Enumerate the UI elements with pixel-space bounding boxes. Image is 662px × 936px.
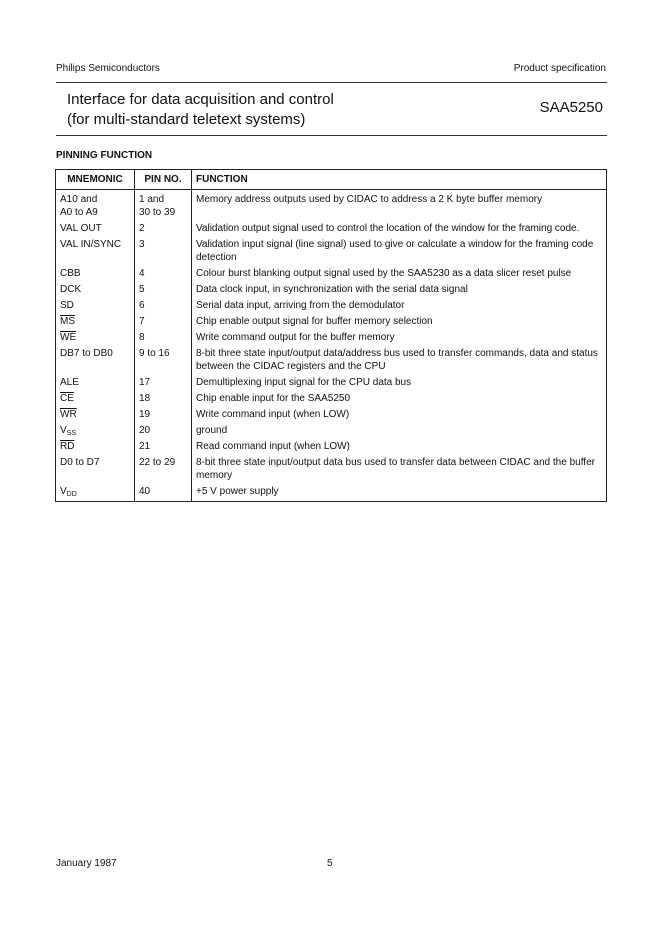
pin-30-39: 30 to 39 bbox=[139, 207, 176, 218]
header-rule-bottom bbox=[56, 135, 607, 136]
pin-cell: 20 bbox=[135, 423, 192, 439]
pin-cell: 17 bbox=[135, 375, 192, 391]
mnemonic-rd-overline: $\overline{RD}$ bbox=[60, 441, 75, 452]
column-header-function: FUNCTION bbox=[192, 170, 607, 190]
function-cell: Demultiplexing input signal for the CPU data bus bbox=[192, 375, 607, 391]
pin-cell: 4 bbox=[135, 266, 192, 282]
table-row bbox=[56, 439, 607, 455]
mnemonic-cell: DCK bbox=[56, 282, 135, 298]
function-cell: Write command input (when LOW) bbox=[192, 407, 607, 423]
mnemonic-cell: VAL OUT bbox=[56, 221, 135, 237]
pin-cell bbox=[135, 190, 192, 222]
function-cell: Validation input signal (line signal) used to give or calculate a window for the framing code detection bbox=[192, 237, 607, 266]
function-cell: Colour burst blanking output signal used by the SAA5230 as a data slicer reset pulse bbox=[192, 266, 607, 282]
pin-1: 1 and bbox=[139, 194, 165, 205]
pinning-table bbox=[55, 169, 607, 502]
page-number: 5 bbox=[327, 858, 333, 869]
function-cell: Chip enable input for the SAA5250 bbox=[192, 391, 607, 407]
table-row bbox=[56, 391, 607, 407]
table-row bbox=[56, 375, 607, 391]
table-row bbox=[56, 407, 607, 423]
table-row bbox=[56, 346, 607, 375]
mnemonic-ms-overline: $\overline{MS}$ bbox=[60, 316, 75, 327]
table-row bbox=[56, 190, 607, 222]
mnemonic-vdd-subscript: DD bbox=[66, 491, 77, 498]
pin-cell: 6 bbox=[135, 298, 192, 314]
function-cell: ground bbox=[192, 423, 607, 439]
mnemonic-vdd: V bbox=[60, 486, 67, 497]
column-header-pin: PIN NO. bbox=[135, 170, 192, 190]
company-name: Philips Semiconductors bbox=[56, 63, 160, 74]
part-number: SAA5250 bbox=[539, 99, 603, 116]
table-row bbox=[56, 423, 607, 439]
pin-cell: 5 bbox=[135, 282, 192, 298]
function-cell: Chip enable output signal for buffer memory selection bbox=[192, 314, 607, 330]
mnemonic-cell: CBB bbox=[56, 266, 135, 282]
pin-cell: 22 to 29 bbox=[135, 455, 192, 484]
mnemonic-cell bbox=[56, 314, 135, 330]
pin-cell: 3 bbox=[135, 237, 192, 266]
document-title bbox=[67, 90, 467, 130]
table-row bbox=[56, 330, 607, 346]
footer-date: January 1987 bbox=[56, 858, 117, 869]
column-header-mnemonic: MNEMONIC bbox=[56, 170, 135, 190]
function-cell: Data clock input, in synchronization with the serial data signal bbox=[192, 282, 607, 298]
mnemonic-wr-overline: $\overline{WR}$ bbox=[60, 409, 77, 420]
mnemonic-cell bbox=[56, 407, 135, 423]
function-cell: Memory address outputs used by CIDAC to address a 2 K byte buffer memory bbox=[192, 190, 607, 222]
function-cell: 8-bit three state input/output data/address bus used to transfer commands, data and status between the CIDAC registers and the CPU bbox=[192, 346, 607, 375]
mnemonic-cell: SD bbox=[56, 298, 135, 314]
pin-cell: 7 bbox=[135, 314, 192, 330]
table-row bbox=[56, 298, 607, 314]
table-row bbox=[56, 266, 607, 282]
mnemonic-ce-overline: $\overline{CE}$ bbox=[60, 393, 74, 404]
function-cell: +5 V power supply bbox=[192, 484, 607, 502]
pin-cell: 19 bbox=[135, 407, 192, 423]
mnemonic-cell bbox=[56, 439, 135, 455]
pin-cell: 21 bbox=[135, 439, 192, 455]
mnemonic-cell: VAL IN/SYNC bbox=[56, 237, 135, 266]
function-cell: Validation output signal used to control the location of the window for the framing code. bbox=[192, 221, 607, 237]
pin-cell: 9 to 16 bbox=[135, 346, 192, 375]
table-row bbox=[56, 314, 607, 330]
mnemonic-a10: A10 and bbox=[60, 194, 98, 205]
document-type: Product specification bbox=[513, 63, 606, 74]
function-cell: Serial data input, arriving from the demodulator bbox=[192, 298, 607, 314]
pin-cell: 18 bbox=[135, 391, 192, 407]
mnemonic-vss-subscript: SS bbox=[66, 430, 77, 437]
title-line-2: (for multi-standard teletext systems) bbox=[67, 111, 306, 128]
mnemonic-cell bbox=[56, 484, 135, 502]
mnemonic-cell bbox=[56, 190, 135, 222]
mnemonic-a0-a9: A0 to A9 bbox=[60, 207, 98, 218]
table-header-row bbox=[56, 170, 607, 190]
function-cell: Read command input (when LOW) bbox=[192, 439, 607, 455]
table-row bbox=[56, 221, 607, 237]
pin-cell: 40 bbox=[135, 484, 192, 502]
table-row bbox=[56, 484, 607, 502]
mnemonic-cell bbox=[56, 423, 135, 439]
pin-cell: 2 bbox=[135, 221, 192, 237]
pin-cell: 8 bbox=[135, 330, 192, 346]
table-row bbox=[56, 282, 607, 298]
mnemonic-vss: V bbox=[60, 425, 67, 436]
mnemonic-cell: DB7 to DB0 bbox=[56, 346, 135, 375]
table-row bbox=[56, 455, 607, 484]
mnemonic-cell: ALE bbox=[56, 375, 135, 391]
function-cell: Write command output for the buffer memory bbox=[192, 330, 607, 346]
table-row bbox=[56, 237, 607, 266]
mnemonic-cell bbox=[56, 391, 135, 407]
mnemonic-cell: D0 to D7 bbox=[56, 455, 135, 484]
section-title: PINNING FUNCTION bbox=[56, 150, 153, 161]
header-rule-top bbox=[56, 82, 607, 83]
mnemonic-cell bbox=[56, 330, 135, 346]
title-line-1: Interface for data acquisition and control bbox=[67, 91, 334, 108]
mnemonic-we-overline: $\overline{WE}$ bbox=[60, 332, 77, 343]
function-cell: 8-bit three state input/output data bus used to transfer data between CIDAC and the buffer memory bbox=[192, 455, 607, 484]
